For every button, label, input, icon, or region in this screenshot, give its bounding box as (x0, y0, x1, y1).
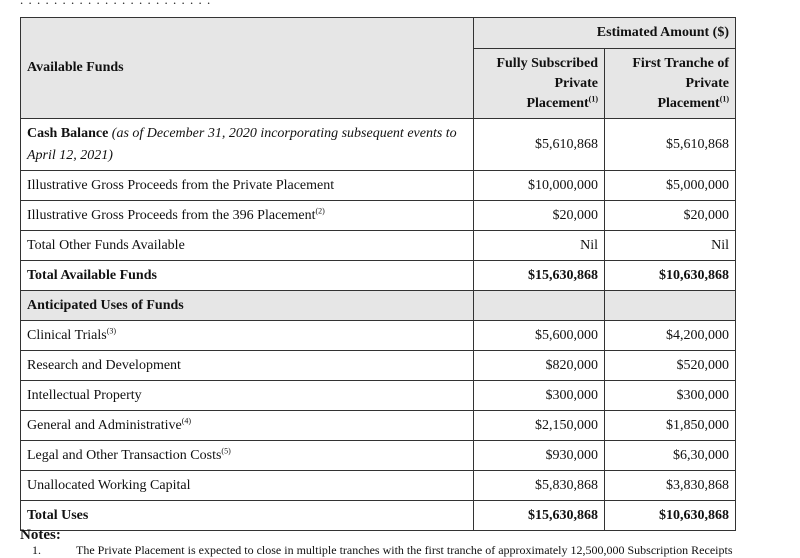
note-number: 1. (32, 543, 41, 557)
row-label: General and Administrative$^{(4)}$ (21, 411, 474, 441)
notes-heading: Notes: (20, 527, 61, 543)
cell-col1: Nil (474, 231, 605, 261)
table-row (21, 441, 736, 471)
row-label: Cash Balance (as of December 31, 2020 incorporating subsequent events to April 12, 2021) (21, 119, 474, 171)
cell-col2 (605, 291, 736, 321)
cell-col2: $4,200,000 (605, 321, 736, 351)
cell-col1: $10,000,000 (474, 171, 605, 201)
table-row-total-uses (21, 501, 736, 531)
cell-col2: $1,850,000 (605, 411, 736, 441)
use-of-funds-table (20, 17, 736, 531)
table-row (21, 171, 736, 201)
row-label: Total Available Funds (21, 261, 474, 291)
cell-col2: $5,610,868 (605, 119, 736, 171)
cell-col1: $15,630,868 (474, 501, 605, 531)
cell-col1: $820,000 (474, 351, 605, 381)
cell-col2: $6,30,000 (605, 441, 736, 471)
row-label: Legal and Other Transaction Costs$^{(5)}$ (21, 441, 474, 471)
available-funds-header: Available Funds (21, 18, 474, 119)
cell-col1: $5,610,868 (474, 119, 605, 171)
cell-col1: $930,000 (474, 441, 605, 471)
table-row (21, 471, 736, 501)
table-row (21, 201, 736, 231)
cell-col1: $15,630,868 (474, 261, 605, 291)
table-row (21, 351, 736, 381)
row-label: Total Uses (21, 501, 474, 531)
table-row (21, 411, 736, 441)
table-row (21, 231, 736, 261)
row-label: Illustrative Gross Proceeds from the 396 Placement$^{(2)}$ (21, 201, 474, 231)
estimated-amount-header: Estimated Amount ($) (474, 18, 736, 49)
note-item-1 (20, 543, 800, 555)
cell-col1: $5,830,868 (474, 471, 605, 501)
row-label: Intellectual Property (21, 381, 474, 411)
row-label: Clinical Trials$^{(3)}$ (21, 321, 474, 351)
cell-col2: Nil (605, 231, 736, 261)
table-row-cash-balance (21, 119, 736, 171)
fully-subscribed-header: Fully Subscribed Private Placement$^{(1)}$ (474, 49, 605, 119)
cell-col2: $10,630,868 (605, 261, 736, 291)
cell-col2: $5,000,000 (605, 171, 736, 201)
cell-col1: $2,150,000 (474, 411, 605, 441)
cell-col1: $5,600,000 (474, 321, 605, 351)
cell-col1 (474, 291, 605, 321)
cell-col2: $20,000 (605, 201, 736, 231)
row-label: Unallocated Working Capital (21, 471, 474, 501)
header-row-estimated (21, 18, 736, 49)
first-tranche-header: First Tranche of Private Placement$^{(1)}$ (605, 49, 736, 119)
cell-col1: $20,000 (474, 201, 605, 231)
cell-col2: $10,630,868 (605, 501, 736, 531)
note-text: The Private Placement is expected to close in multiple tranches with the first tranche of approximately 12,500,000 Subscription Receipts (76, 543, 733, 557)
row-label: Illustrative Gross Proceeds from the Private Placement (21, 171, 474, 201)
table-row (21, 321, 736, 351)
section-row-uses (21, 291, 736, 321)
table-row (21, 381, 736, 411)
cropped-previous-text (0, 0, 800, 8)
cell-col2: $520,000 (605, 351, 736, 381)
cell-col2: $300,000 (605, 381, 736, 411)
row-label: Research and Development (21, 351, 474, 381)
cell-col2: $3,830,868 (605, 471, 736, 501)
section-heading: Anticipated Uses of Funds (21, 291, 474, 321)
row-label: Total Other Funds Available (21, 231, 474, 261)
cell-col1: $300,000 (474, 381, 605, 411)
table-row-total-available (21, 261, 736, 291)
